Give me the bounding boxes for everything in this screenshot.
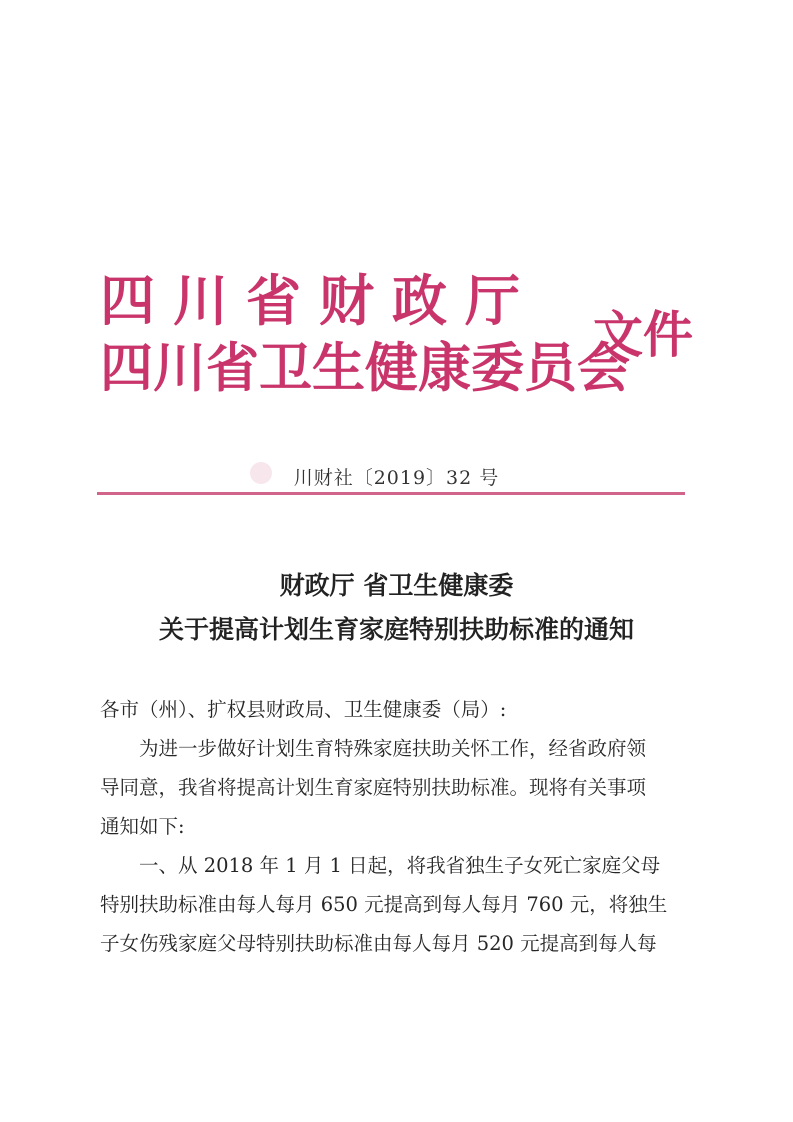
body-paragraph-line: 通知如下: [100,815,185,838]
issuer-name-finance: 四川省财政厅 [100,269,539,333]
addressee-line: 各市（州）、扩权县财政局、卫生健康委（局）: [100,698,507,721]
red-divider-rule [97,492,685,495]
document-type-label: 文件 [593,306,693,364]
body-paragraph-line: 为进一步做好计划生育特殊家庭扶助关怀工作，经省政府领 [100,737,647,760]
body-paragraph-line: 子女伤残家庭父母特别扶助标准由每人每月 520 元提高到每人每 [100,932,657,955]
issuer-name-health: 四川省卫生健康委员会 [100,338,630,399]
body-paragraph-line: 导同意，我省将提高计划生育家庭特别扶助标准。现将有关事项 [100,776,647,799]
body-paragraph-line: 特别扶助标准由每人每月 650 元提高到每人每月 760 元，将独生 [100,893,668,916]
notice-title-line-2: 关于提高计划生育家庭特别扶助标准的通知 [158,615,634,644]
notice-title-line-1: 财政厅 省卫生健康委 [279,571,514,600]
body-paragraph-line: 一、从 2018 年 1 月 1 日起，将我省独生子女死亡家庭父母 [100,854,661,877]
issuer-header [100,262,700,412]
document-number: 川财社〔2019〕32 号 [293,467,500,489]
